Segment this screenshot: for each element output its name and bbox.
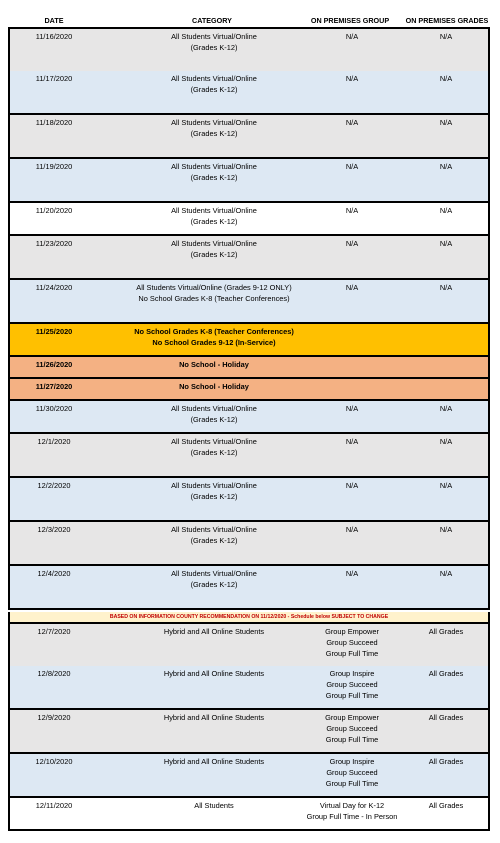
row-date: 11/19/2020 (35, 162, 73, 171)
row-grades: N/A (439, 162, 453, 171)
row-grades: All Grades (428, 627, 464, 636)
row-category-line1: All Students Virtual/Online (171, 74, 257, 83)
table-row (8, 666, 490, 710)
row-category-line1: All Students Virtual/Online (171, 32, 257, 41)
row-category-line1: No School - Holiday (179, 382, 249, 391)
row-date: 11/26/2020 (35, 360, 73, 369)
row-group: N/A (345, 569, 359, 578)
table-row (8, 357, 490, 379)
row-date: 12/10/2020 (35, 757, 73, 766)
row-category-line1: Hybrid and All Online Students (163, 669, 265, 678)
table-row (8, 71, 490, 115)
row-group: N/A (345, 404, 359, 413)
table-row (8, 401, 490, 434)
row-grades: All Grades (428, 713, 464, 722)
row-group: N/A (345, 437, 359, 446)
row-category-line2: (Grades K-12) (190, 43, 238, 52)
row-group-line: Group Empower (325, 713, 379, 722)
row-group-line: Group Full Time (325, 779, 379, 788)
row-category-line1: No School Grades K-8 (Teacher Conferences) (134, 327, 294, 336)
row-group-line: Group Full Time (325, 691, 379, 700)
table-row (8, 622, 490, 668)
row-date: 12/1/2020 (37, 437, 71, 446)
table-row (8, 159, 490, 203)
row-group: N/A (345, 481, 359, 490)
row-group: N/A (345, 74, 359, 83)
row-category-line1: All Students Virtual/Online (171, 525, 257, 534)
row-date: 11/30/2020 (35, 404, 73, 413)
row-date: 12/8/2020 (37, 669, 71, 678)
row-group-line: Group Inspire (329, 669, 375, 678)
row-category-line2: (Grades K-12) (190, 415, 238, 424)
row-date: 11/27/2020 (35, 382, 73, 391)
header-date: DATE (44, 16, 64, 25)
row-category-line2: (Grades K-12) (190, 173, 238, 182)
row-category-line2: (Grades K-12) (190, 85, 238, 94)
row-group-line: Group Full Time - In Person (306, 812, 398, 821)
row-category-line2: No School Grades K-8 (Teacher Conferences) (138, 294, 290, 303)
row-group: N/A (345, 162, 359, 171)
row-group-line: Group Succeed (326, 638, 378, 647)
table-row (8, 203, 490, 236)
row-date: 11/17/2020 (35, 74, 73, 83)
row-category-line2: (Grades K-12) (190, 536, 238, 545)
table-row (8, 27, 490, 73)
table-row (8, 115, 490, 159)
table-row (8, 478, 490, 522)
row-grades: N/A (439, 32, 453, 41)
row-date: 12/11/2020 (35, 801, 73, 810)
row-category-line1: All Students Virtual/Online (171, 118, 257, 127)
row-date: 12/3/2020 (37, 525, 71, 534)
row-group-line: Group Inspire (329, 757, 375, 766)
row-date: 12/2/2020 (37, 481, 71, 490)
row-grades: N/A (439, 283, 453, 292)
row-group: N/A (345, 525, 359, 534)
row-date: 11/24/2020 (35, 283, 73, 292)
header-group: ON PREMISES GROUP (310, 16, 390, 25)
row-group-line: Group Succeed (326, 768, 378, 777)
row-category-line1: All Students Virtual/Online (171, 206, 257, 215)
row-grades: All Grades (428, 757, 464, 766)
row-date: 11/18/2020 (35, 118, 73, 127)
row-group: N/A (345, 206, 359, 215)
row-grades: N/A (439, 481, 453, 490)
header-category: CATEGORY (192, 16, 232, 25)
table-row (8, 754, 490, 798)
row-category-line1: All Students Virtual/Online (171, 437, 257, 446)
row-date: 11/25/2020 (35, 327, 73, 336)
row-group: N/A (345, 32, 359, 41)
row-category-line2: (Grades K-12) (190, 448, 238, 457)
row-grades: N/A (439, 569, 453, 578)
row-group-line: Group Full Time (325, 649, 379, 658)
row-category-line1: All Students Virtual/Online (171, 239, 257, 248)
row-date: 11/20/2020 (35, 206, 73, 215)
row-category-line1: No School - Holiday (179, 360, 249, 369)
table-row (8, 522, 490, 566)
row-date: 12/9/2020 (37, 713, 71, 722)
row-category-line2: (Grades K-12) (190, 580, 238, 589)
row-group: N/A (345, 239, 359, 248)
row-category-line2: No School Grades 9-12 (In-Service) (152, 338, 276, 347)
row-category-line1: All Students Virtual/Online (171, 404, 257, 413)
row-grades: All Grades (428, 669, 464, 678)
row-category-line1: All Students Virtual/Online (171, 569, 257, 578)
table-row (8, 798, 490, 831)
row-category-line1: Hybrid and All Online Students (163, 627, 265, 636)
row-category-line2: (Grades K-12) (190, 129, 238, 138)
row-category-line1: All Students Virtual/Online (171, 162, 257, 171)
row-grades: N/A (439, 437, 453, 446)
row-group: N/A (345, 283, 359, 292)
table-row (8, 710, 490, 754)
table-row (8, 236, 490, 280)
row-group: N/A (345, 118, 359, 127)
schedule-notice: BASED ON INFORMATION COUNTY RECOMMENDATION ON 11/12/2020 - Schedule below SUBJECT TO CHANGE (8, 612, 490, 622)
table-row (8, 324, 490, 357)
table-row (8, 566, 490, 610)
table-row (8, 280, 490, 324)
row-grades: N/A (439, 239, 453, 248)
row-category-line1: All Students Virtual/Online (171, 481, 257, 490)
row-date: 11/23/2020 (35, 239, 73, 248)
row-category-line1: Hybrid and All Online Students (163, 713, 265, 722)
row-grades: N/A (439, 525, 453, 534)
row-group-line: Group Full Time (325, 735, 379, 744)
row-grades: N/A (439, 118, 453, 127)
row-date: 11/16/2020 (35, 32, 73, 41)
row-group-line: Group Empower (325, 627, 379, 636)
row-category-line1: All Students (194, 801, 234, 810)
table-row (8, 434, 490, 478)
table-header (8, 15, 490, 27)
row-category-line2: (Grades K-12) (190, 217, 238, 226)
row-category-line2: (Grades K-12) (190, 492, 238, 501)
header-grades: ON PREMISES GRADES (405, 16, 489, 25)
row-grades: N/A (439, 74, 453, 83)
row-grades: All Grades (428, 801, 464, 810)
row-category-line1: Hybrid and All Online Students (163, 757, 265, 766)
row-grades: N/A (439, 404, 453, 413)
row-group-line: Group Succeed (326, 680, 378, 689)
row-category-line2: (Grades K-12) (190, 250, 238, 259)
row-grades: N/A (439, 206, 453, 215)
table-row (8, 379, 490, 401)
row-date: 12/7/2020 (37, 627, 71, 636)
row-date: 12/4/2020 (37, 569, 71, 578)
row-group-line: Virtual Day for K-12 (319, 801, 385, 810)
row-category-line1: All Students Virtual/Online (Grades 9-12 ONLY) (136, 283, 292, 292)
row-group-line: Group Succeed (326, 724, 378, 733)
